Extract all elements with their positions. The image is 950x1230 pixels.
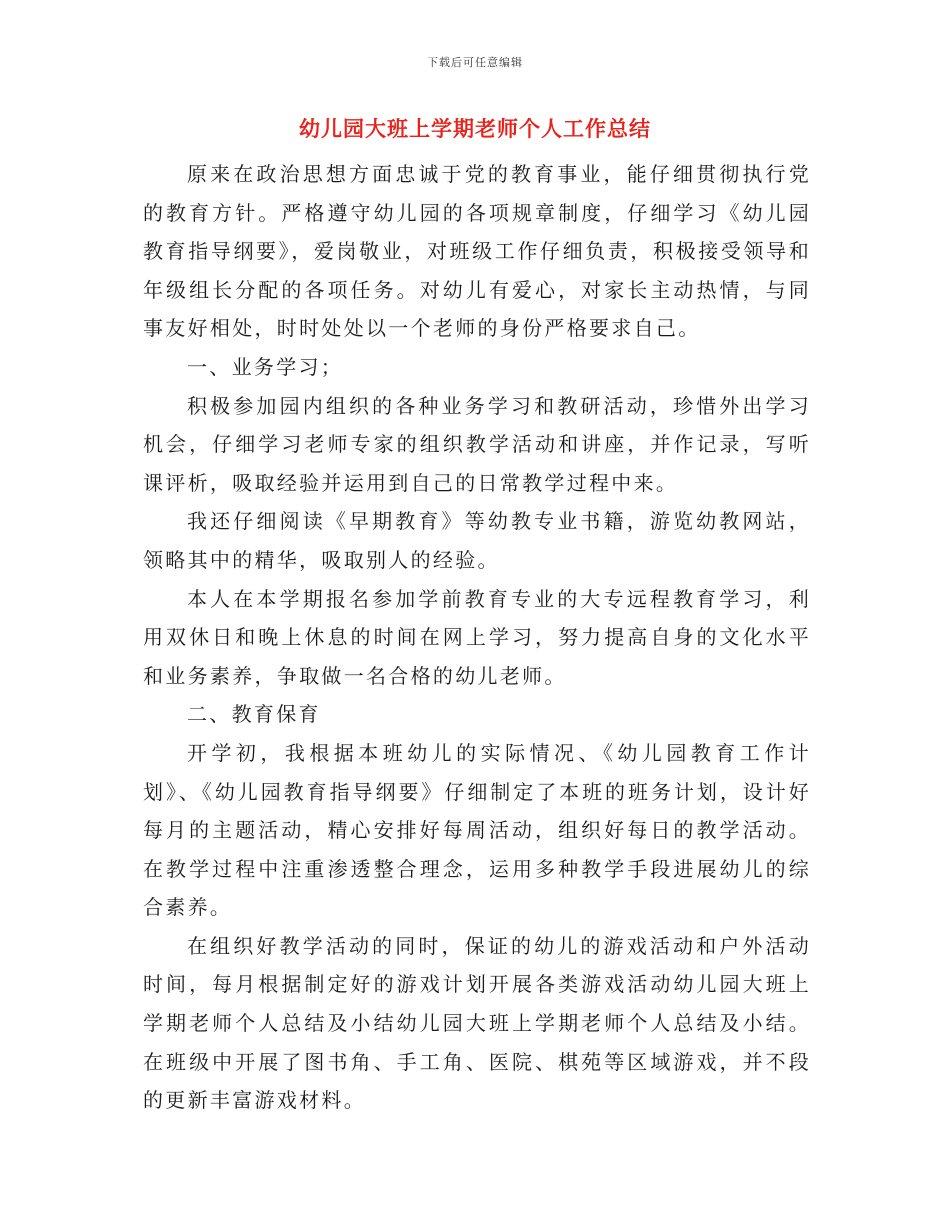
page-header-note: 下载后可任意编辑 — [427, 56, 523, 69]
section-heading-business-study: 一、业务学习； — [187, 354, 344, 379]
paragraph-games: 在组织好教学活动的同时，保证的幼儿的游戏活动和户外活动时间，每月根据制定好的游戏计划开展各类游戏活动幼儿园大班上学期老师个人总结及小结幼儿园大班上学期老师个人总结及小结。在班级中开展了图书角、手工角、医院、棋苑等区域游戏，并不段的更新丰富游戏材料。 — [143, 933, 811, 1113]
paragraph-distance-education: 本人在本学期报名参加学前教育专业的大专远程教育学习，利用双休日和晚上休息的时间在网上学习，努力提高自身的文化水平和业务素养，争取做一名合格的幼儿老师。 — [143, 586, 811, 688]
paragraph-reading: 我还仔细阅读《早期教育》等幼教专业书籍，游览幼教网站，领略其中的精华，吸取别人的经验。 — [143, 509, 811, 572]
document-body — [143, 155, 811, 1120]
section-heading-education-care: 二、教育保育 — [187, 702, 321, 727]
paragraph-intro: 原来在政治思想方面忠诚于党的教育事业，能仔细贯彻执行党的教育方针。严格遵守幼儿园的各项规章制度，仔细学习《幼儿园教育指导纲要》，爱岗敬业，对班级工作仔细负责，积极接受领导和年级组长分配的各项任务。对幼儿有爱心，对家长主动热情，与同事友好相处，时时处处以一个老师的身份严格要求自己。 — [143, 162, 811, 341]
paragraph-study-activities: 积极参加园内组织的各种业务学习和教研活动，珍惜外出学习机会，仔细学习老师专家的组织教学活动和讲座，并作记录，写听课评析，吸取经验并运用到自己的日常教学过程中来。 — [143, 393, 811, 495]
paragraph-semester-plan: 开学初，我根据本班幼儿的实际情况、《幼儿园教育工作计划》、《幼儿园教育指导纲要》仔细制定了本班的班务计划，设计好每月的主题活动，精心安排好每周活动，组织好每日的教学活动。在教学过程中注重渗透整合理念，运用多种教学手段进展幼儿的综合素养。 — [143, 740, 811, 920]
document-title: 幼儿园大班上学期老师个人工作总结 — [299, 116, 651, 141]
